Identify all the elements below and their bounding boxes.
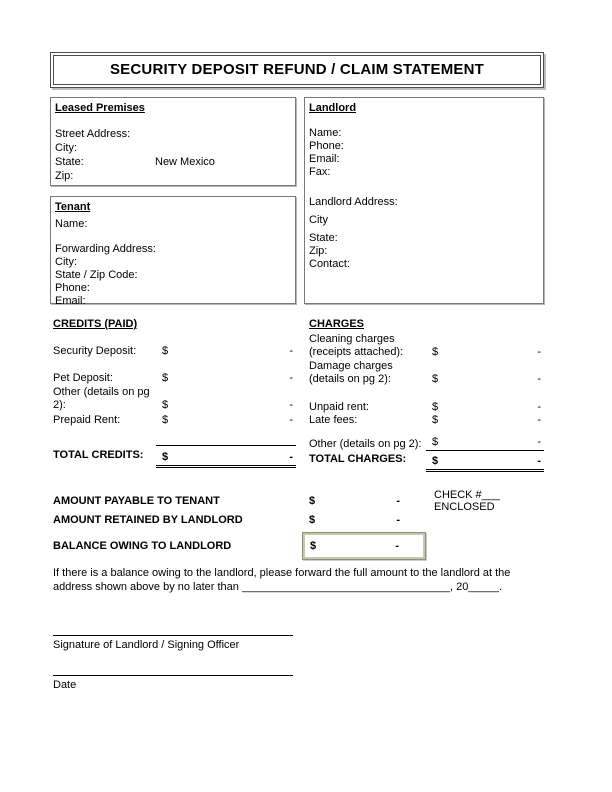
currency-symbol: $ [432, 373, 439, 385]
currency-symbol: $ [310, 540, 317, 552]
amount-value: - [537, 455, 541, 467]
page-title: SECURITY DEPOSIT REFUND / CLAIM STATEMENT [109, 61, 485, 78]
total-credits-amount-cell[interactable] [156, 445, 296, 468]
balance-notice [50, 566, 544, 594]
currency-symbol: $ [309, 495, 316, 507]
field-label: City: [55, 142, 77, 154]
charges-column [304, 317, 544, 472]
landlord-state-value[interactable] [409, 232, 539, 245]
amount-value: - [537, 436, 541, 448]
charge-row-other [309, 436, 544, 451]
total-credits-row [53, 445, 296, 468]
balance-owing-row [50, 532, 544, 560]
damage-charges-amount-cell[interactable] [426, 373, 544, 386]
forwarding-address-value[interactable] [175, 243, 291, 256]
landlord-zip-value[interactable] [409, 245, 539, 258]
date-label: Date [53, 679, 77, 691]
field-label: Email: [309, 153, 340, 165]
date-line[interactable] [53, 675, 293, 676]
row-label: Unpaid rent: [309, 401, 369, 413]
landlord-city-value[interactable] [409, 214, 539, 227]
field-landlord-phone [309, 140, 539, 153]
field-premises-city [55, 141, 291, 155]
field-tenant-city [55, 256, 291, 269]
amount-retained-cell[interactable] [302, 514, 426, 526]
street-address-value[interactable] [155, 127, 291, 141]
field-tenant-state-zip [55, 269, 291, 282]
premises-city-value[interactable] [155, 141, 291, 155]
amount-retained-row [50, 510, 544, 530]
field-label: Zip: [55, 170, 74, 182]
summary-section [50, 489, 544, 560]
field-tenant-phone [55, 282, 291, 295]
amount-value: - [396, 495, 400, 507]
landlord-email-value[interactable] [409, 153, 539, 166]
currency-symbol: $ [162, 399, 169, 411]
field-landlord-contact [309, 258, 539, 271]
landlord-phone-value[interactable] [409, 140, 539, 153]
field-landlord-email [309, 153, 539, 166]
amount-value: - [537, 373, 541, 385]
row-label: Pet Deposit: [53, 372, 113, 384]
charge-row-cleaning [309, 333, 544, 359]
amount-payable-cell[interactable] [302, 495, 426, 507]
leased-premises-box [50, 97, 296, 186]
field-label: Name: [55, 218, 88, 230]
field-landlord-state [309, 232, 539, 245]
amount-payable-row [50, 489, 544, 513]
charges-heading: CHARGES [309, 318, 365, 330]
field-label: State: [55, 156, 84, 168]
row-label: TOTAL CHARGES: [309, 453, 407, 465]
document-page [50, 0, 544, 692]
currency-symbol: $ [309, 514, 316, 526]
credit-row-prepaid-rent [53, 414, 296, 427]
row-label: Security Deposit: [53, 345, 137, 357]
row-label: Cleaning charges (receipts attached): [309, 333, 404, 358]
field-landlord-name [309, 127, 539, 140]
field-label: Street Address: [55, 128, 131, 140]
other-charges-amount-cell[interactable] [426, 436, 544, 451]
field-label: Phone: [55, 282, 90, 294]
pet-deposit-amount-cell[interactable] [156, 372, 296, 385]
check-enclosed-note: CHECK #___ ENCLOSED [434, 489, 501, 513]
field-label: Contact: [309, 258, 350, 270]
credit-row-pet-deposit [53, 372, 296, 385]
row-label: AMOUNT PAYABLE TO TENANT [53, 495, 220, 507]
landlord-address-value[interactable] [419, 196, 539, 209]
charge-row-unpaid-rent [309, 401, 544, 414]
party-info-section [50, 97, 544, 307]
amount-value: - [289, 399, 293, 411]
date-block [50, 675, 544, 692]
landlord-heading: Landlord [309, 102, 357, 114]
signature-line[interactable] [53, 635, 293, 636]
field-label: Email: [55, 295, 86, 307]
field-forwarding-address [55, 243, 291, 256]
amount-value: - [289, 414, 293, 426]
currency-symbol: $ [162, 414, 169, 426]
other-credit-amount-cell[interactable] [156, 399, 296, 412]
field-label: Forwarding Address: [55, 243, 156, 255]
amount-value: - [537, 401, 541, 413]
amount-value: - [396, 514, 400, 526]
field-premises-zip [55, 169, 291, 183]
field-premises-state [55, 155, 291, 169]
landlord-name-value[interactable] [409, 127, 539, 140]
row-label: BALANCE OWING TO LANDLORD [53, 540, 232, 552]
premises-zip-value[interactable] [155, 169, 291, 183]
tenant-email-value[interactable] [155, 295, 291, 308]
total-charges-row [309, 453, 544, 472]
tenant-state-zip-value[interactable] [155, 269, 291, 282]
tenant-box [50, 196, 296, 307]
field-label: Fax: [309, 166, 331, 178]
tenant-phone-value[interactable] [155, 282, 291, 295]
leased-premises-heading: Leased Premises [55, 102, 145, 114]
late-fees-amount-cell[interactable] [426, 414, 544, 427]
field-label: State / Zip Code: [55, 269, 138, 281]
row-label: Other (details on pg 2): [53, 386, 150, 411]
signature-label: Signature of Landlord / Signing Officer [53, 639, 240, 651]
amount-value: - [537, 414, 541, 426]
field-tenant-email [55, 295, 291, 308]
premises-state-value[interactable]: New Mexico [155, 156, 215, 168]
row-label: TOTAL CREDITS: [53, 449, 144, 461]
amount-value: - [395, 540, 399, 552]
currency-symbol: $ [432, 401, 439, 413]
currency-symbol: $ [162, 372, 169, 384]
amount-value: - [289, 451, 293, 463]
unpaid-rent-amount-cell[interactable] [426, 401, 544, 414]
tenant-city-value[interactable] [155, 256, 291, 269]
security-deposit-amount-cell[interactable] [156, 345, 296, 358]
field-label: Phone: [309, 140, 344, 152]
row-label: Damage charges (details on pg 2): [309, 360, 393, 385]
row-label: Other (details on pg 2): [309, 438, 422, 450]
row-label: AMOUNT RETAINED BY LANDLORD [53, 514, 243, 526]
credits-charges-section [50, 317, 544, 472]
field-street-address [55, 127, 291, 141]
credit-row-security-deposit [53, 345, 296, 358]
year-blank[interactable]: _____ [468, 581, 499, 593]
amount-value: - [289, 345, 293, 357]
field-label: Name: [309, 127, 342, 139]
charge-row-late-fees [309, 414, 544, 427]
prepaid-rent-amount-cell[interactable] [156, 414, 296, 427]
amount-value: - [289, 372, 293, 384]
amount-value: - [537, 346, 541, 358]
total-charges-amount-cell[interactable] [426, 455, 544, 472]
signature-block [50, 635, 544, 652]
field-landlord-address [309, 196, 539, 209]
landlord-contact-value[interactable] [409, 258, 539, 271]
landlord-box [304, 97, 544, 304]
landlord-fax-value[interactable] [409, 166, 539, 179]
credits-heading: CREDITS (PAID) [53, 318, 138, 330]
currency-symbol: $ [162, 345, 169, 357]
field-landlord-zip [309, 245, 539, 258]
cleaning-charges-amount-cell[interactable] [426, 346, 544, 359]
field-label: State: [309, 232, 338, 244]
notice-line-2: address shown above by no later than __________________________________, 20_____. [53, 581, 502, 593]
balance-owing-cell[interactable] [302, 532, 426, 560]
field-label: City: [55, 256, 77, 268]
currency-symbol: $ [162, 451, 169, 463]
row-label: Late fees: [309, 414, 358, 426]
due-date-blank[interactable]: __________________________________ [241, 581, 450, 593]
tenant-heading: Tenant [55, 201, 91, 213]
notice-line-1: If there is a balance owing to the landlord, please forward the full amount to the landlord at the [53, 567, 511, 579]
currency-symbol: $ [432, 346, 439, 358]
currency-symbol: $ [432, 414, 439, 426]
field-landlord-fax [309, 166, 539, 179]
currency-symbol: $ [432, 455, 439, 467]
row-label: Prepaid Rent: [53, 414, 121, 426]
field-label: Landlord Address: [309, 196, 398, 208]
title-box [50, 52, 544, 88]
field-tenant-name [55, 218, 291, 231]
field-label: Zip: [309, 245, 328, 257]
field-landlord-city [309, 214, 539, 227]
field-label: City [309, 214, 328, 226]
currency-symbol: $ [432, 436, 439, 448]
tenant-name-value[interactable] [155, 218, 291, 231]
credits-column [50, 317, 296, 472]
charge-row-damage [309, 360, 544, 386]
credit-row-other [53, 386, 296, 412]
